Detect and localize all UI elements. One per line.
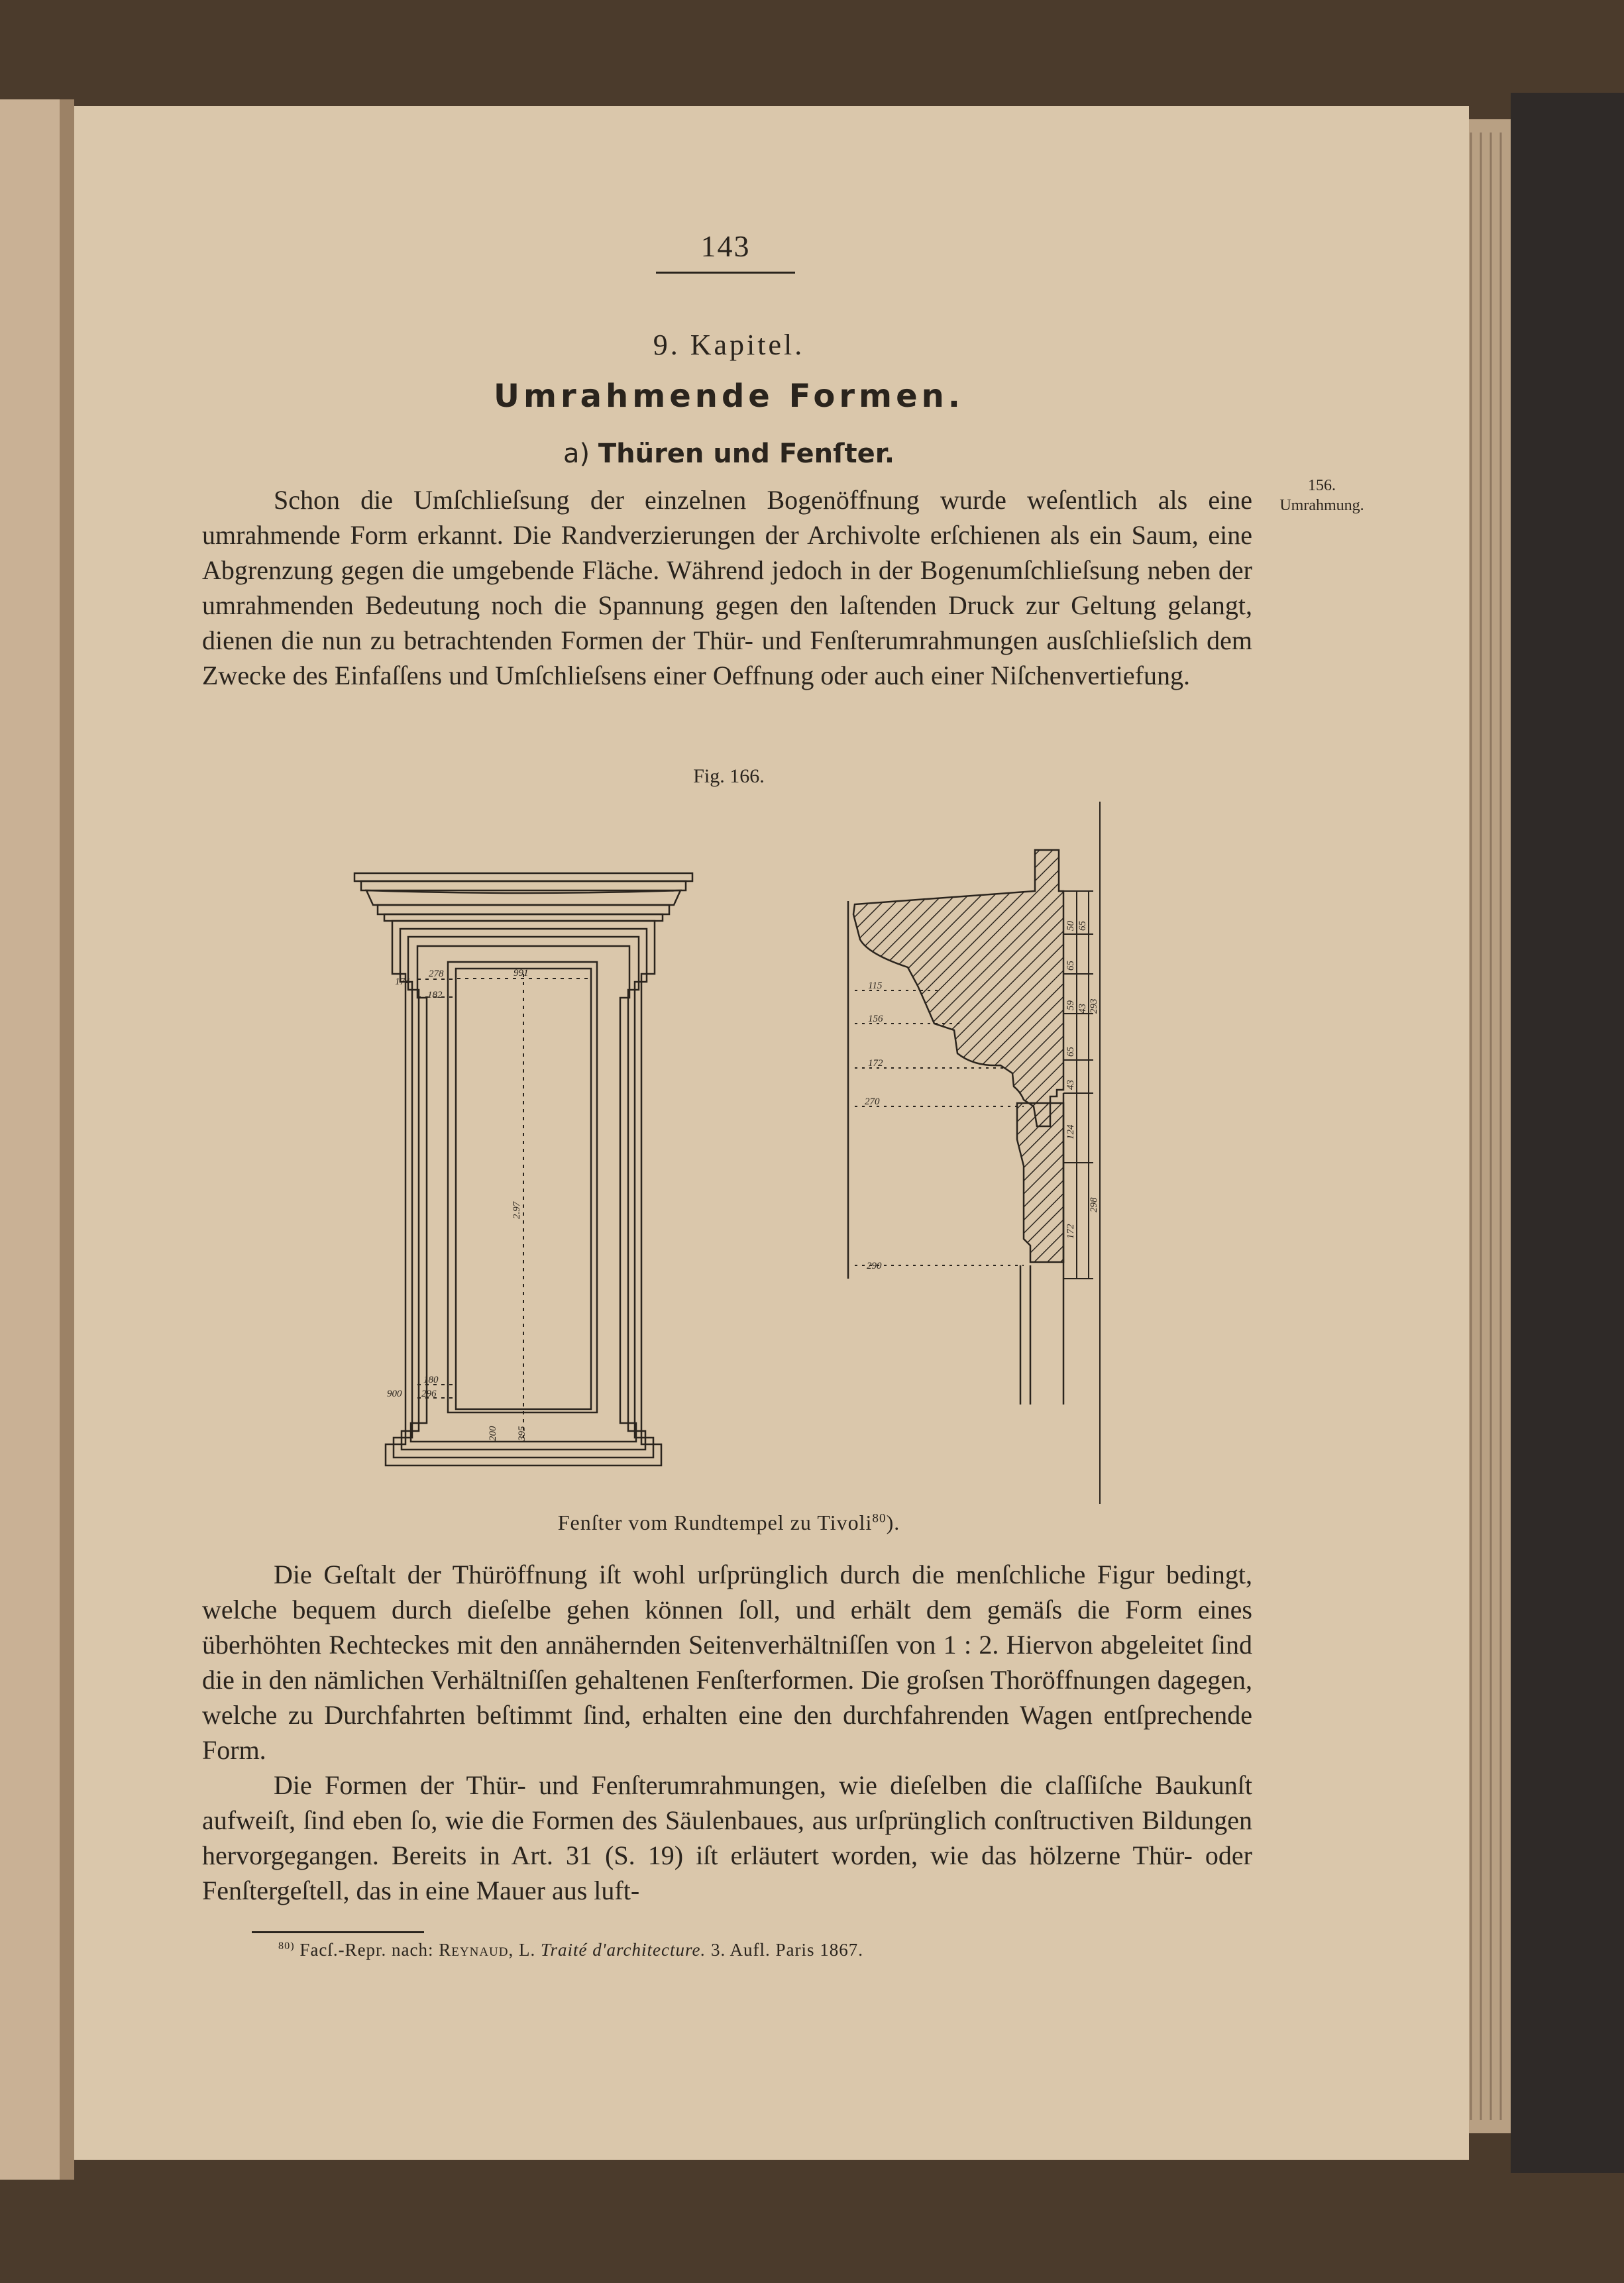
chapter-heading: Umrahmende Formen. — [493, 378, 965, 415]
paragraph: Schon die Umſchlieſsung der einzelnen Bogenöffnung wurde weſentlich als eine umrahmende Form erkannt. Die Randverzierungen der Archivolte erſchienen als ein Saum, eine Abgrenzung gegen die umgebende Fläche. Während jedoch in der Bogenumſchlieſsung neben der umrahmenden Bedeutung noch die Spannung gegen den laſtenden Druck zur Geltung gelangt, dienen die nun zu betrachtenden Formen der Thür- und Fenſterumrahmungen ausſchlieſslich dem Zwecke des Einfaſſens und Umſchlieſsens einer Oeffnung oder auch einer Niſchenvertiefung. — [202, 485, 1252, 690]
dim-top-left-a: 278 — [429, 969, 444, 979]
dim-profile-right-2: 50 — [1065, 921, 1076, 931]
margin-note — [1266, 476, 1378, 515]
footnote-lead: Facſ.-Repr. nach: — [299, 1940, 434, 1960]
dim-width: 991 — [514, 968, 529, 979]
dim-height: 2.97 — [512, 1201, 522, 1219]
footnote-divider — [252, 1931, 424, 1933]
dim-profile-left-4: 270 — [865, 1096, 880, 1107]
chapter-title: 9. Kapitel. — [653, 329, 805, 361]
dim-profile-total-lower: 298 — [1089, 1197, 1099, 1212]
dim-profile-right-9: 172 — [1065, 1224, 1076, 1239]
figure-caption — [398, 1511, 1060, 1535]
page-number: 143 — [656, 229, 795, 274]
dim-bottom-a: 200 — [488, 1426, 498, 1441]
footnote-title: Traité d'architecture. — [541, 1940, 706, 1960]
paragraph: Die Geſtalt der Thüröffnung iſt wohl urſprünglich durch die menſchliche Figur bedingt, welche bequem durch dieſelbe gehen können ſoll, und erhält dem gemäſs die Form eines überhöhten Rechteckes mit den annähernden Seitenverhältniſſen von 1 : 2. Hiervon abgeleitet ſind die in den nämlichen Verhältniſſen gehaltenen Fenſterformen. Die groſsen Thoröffnungen dagegen, welche zu Durchfahrten beſtimmt ſind, erhalten eine den durchfahrenden Wagen entſprechende Form. — [202, 1560, 1252, 1765]
caption-text: Fenſter vom Rundtempel zu Tivoli — [557, 1511, 873, 1534]
dim-profile-right-6: 65 — [1065, 1047, 1076, 1057]
figure-label: Fig. 166. — [693, 765, 765, 787]
dim-profile-left-2: 156 — [868, 1014, 883, 1024]
footnote-author: Reynaud, L. — [439, 1940, 536, 1960]
dim-profile-left-3: 172 — [868, 1058, 883, 1069]
section-heading — [464, 439, 994, 469]
dim-bottom-left-a: 180 — [423, 1375, 439, 1385]
dim-profile-right-5: 43 — [1077, 1004, 1088, 1014]
dim-profile-left-1: 115 — [868, 981, 883, 991]
caption-footnote-ref[interactable]: 80 — [872, 1511, 887, 1526]
footnote-tail: 3. Aufl. Paris 1867. — [711, 1940, 864, 1960]
dim-top-left-c: 174 — [395, 977, 410, 987]
dim-profile-right-8: 124 — [1065, 1124, 1076, 1140]
dim-bottom-b: 395 — [517, 1426, 527, 1441]
dim-bottom-left-b: 296 — [421, 1389, 437, 1399]
dim-bottom-left-c: 900 — [387, 1389, 402, 1399]
margin-note-number: 156. — [1308, 477, 1336, 494]
margin-note-label: Umrahmung. — [1279, 497, 1364, 514]
caption-tail: ). — [886, 1511, 900, 1534]
dim-profile-left-5: 290 — [867, 1261, 882, 1271]
book-cover-edge — [1511, 93, 1624, 2173]
dim-top-left-b: 182 — [427, 990, 443, 1000]
section-prefix: a) — [563, 439, 590, 469]
dim-profile-right-4: 59 — [1065, 1000, 1076, 1010]
dim-profile-total-upper: 293 — [1089, 998, 1099, 1014]
dim-profile-right-3: 65 — [1065, 961, 1076, 971]
footnote-marker: 80) — [278, 1940, 295, 1952]
left-page — [0, 99, 60, 2180]
paragraph: Die Formen der Thür- und Fenſterumrahmungen, wie dieſelben die claſſiſche Baukunſt aufweiſt, ſind eben ſo, wie die Formen des Säulenbaues, aus urſprünglich conſtructiven Bildungen hervorgegangen. Bereits in Art. 31 (S. 19) iſt erläutert worden, wie das hölzerne Thür- oder Fenſtergeſtell, das in eine Mauer aus luft- — [202, 1770, 1252, 1905]
page-gutter — [60, 99, 74, 2180]
footnote — [278, 1940, 1206, 1960]
section-title: Thüren und Fenſter. — [598, 439, 895, 469]
dim-profile-right-1: 65 — [1077, 921, 1088, 931]
dim-profile-right-7: 43 — [1065, 1080, 1076, 1090]
